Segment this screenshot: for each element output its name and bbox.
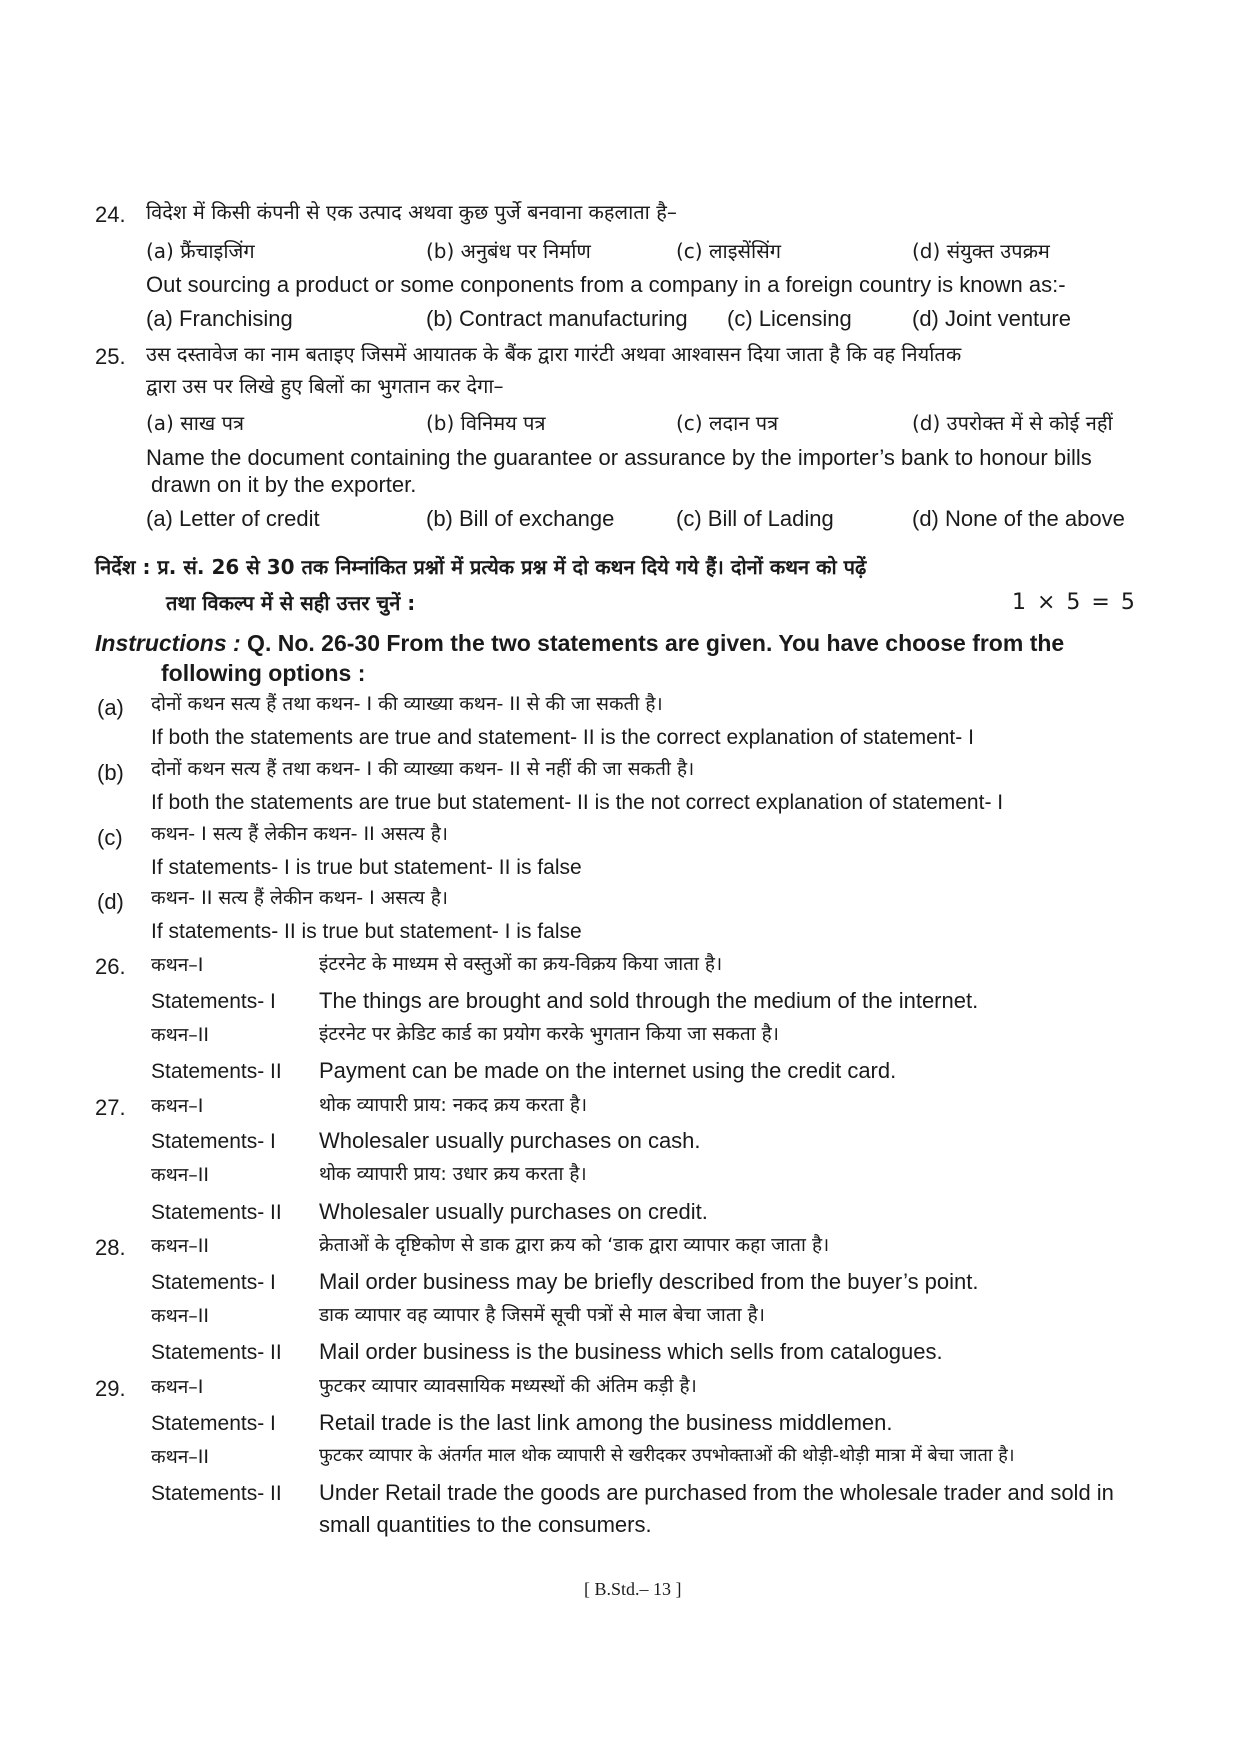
q29-english-label-2: Statements- II	[151, 1482, 282, 1505]
q24-hindi-option-d: (d) संयुक्त उपक्रम	[912, 239, 1050, 263]
q29-english-statement-1: Retail trade is the last link among the business middlemen.	[319, 1410, 893, 1435]
q25-hindi-question-line2: द्वारा उस पर लिखे हुए बिलों का भुगतान कर देगा–	[146, 374, 504, 398]
option-c-hindi: कथन- I सत्य हैं लेकीन कथन- II असत्य है।	[151, 823, 448, 845]
q28-hindi-label-2: कथन–II	[151, 1305, 209, 1327]
option-d-english: If statements- II is true but statement- I is false	[151, 920, 582, 943]
q27-hindi-label-1: कथन–I	[151, 1095, 204, 1117]
q28-english-label-2: Statements- II	[151, 1341, 282, 1364]
q28-english-statement-2: Mail order business is the business which sells from catalogues.	[319, 1339, 943, 1364]
q24-hindi-option-a: (a) फ्रैंचाइजिंग	[146, 239, 255, 263]
q24-english-option-d: (d) Joint venture	[912, 306, 1071, 331]
q27-hindi-label-2: कथन–II	[151, 1164, 209, 1186]
q27-hindi-statement-1: थोक व्यापारी प्राय: नकद क्रय करता है।	[319, 1094, 588, 1116]
q25-hindi-option-d: (d) उपरोक्त में से कोई नहीं	[912, 411, 1113, 435]
instructions-line1	[95, 632, 1064, 655]
q28-english-statement-1: Mail order business may be briefly described from the buyer’s point.	[319, 1269, 979, 1294]
q25-hindi-option-c: (c) लदान पत्र	[676, 411, 779, 435]
q25-english-question-line1: Name the document containing the guarantee or assurance by the importer’s bank to honour bills	[146, 445, 1092, 470]
q28-english-label-1: Statements- I	[151, 1271, 276, 1294]
q27-number: 27.	[95, 1095, 126, 1120]
q24-english-option-b: (b) Contract manufacturing	[426, 306, 688, 331]
q28-hindi-statement-2: डाक व्यापार वह व्यापार है जिसमें सूची पत्रों से माल बेचा जाता है।	[319, 1304, 765, 1326]
q24-hindi-option-c: (c) लाइसेंसिंग	[676, 239, 781, 263]
q25-english-option-c: (c) Bill of Lading	[676, 506, 834, 531]
q24-english-option-c: (c) Licensing	[727, 306, 852, 331]
q24-english-question: Out sourcing a product or some conponents from a company in a foreign country is known as:-	[146, 272, 1066, 297]
q29-hindi-statement-1: फुटकर व्यापार व्यावसायिक मध्यस्थों की अंतिम कड़ी है।	[319, 1375, 697, 1397]
q27-english-statement-2: Wholesaler usually purchases on credit.	[319, 1199, 708, 1224]
directions-hindi-line1: निर्देश : प्र. सं. 26 से 30 तक निम्नांकित प्रश्नों में प्रत्येक प्रश्न में दो कथन दिये गये हैं। दोनों कथन को पढ़ें	[95, 555, 867, 579]
q26-hindi-statement-1: इंटरनेट के माध्यम से वस्तुओं का क्रय-विक्रय किया जाता है।	[319, 953, 723, 975]
option-c-english: If statements- I is true but statement- II is false	[151, 856, 582, 879]
instructions-text: Q. No. 26-30 From the two statements are given. You have choose from the	[240, 630, 1065, 656]
q27-english-label-2: Statements- II	[151, 1201, 282, 1224]
q27-hindi-statement-2: थोक व्यापारी प्राय: उधार क्रय करता है।	[319, 1163, 587, 1185]
option-label-b: (b)	[97, 760, 124, 785]
directions-hindi-line2: तथा विकल्प में से सही उत्तर चुनें :	[166, 591, 416, 615]
q25-english-option-d: (d) None of the above	[912, 506, 1125, 531]
q24-hindi-option-b: (b) अनुबंध पर निर्माण	[426, 239, 591, 263]
q29-english-statement-2-line2: small quantities to the consumers.	[319, 1512, 652, 1537]
q29-english-statement-2-line1: Under Retail trade the goods are purchased from the wholesale trader and sold in	[319, 1480, 1114, 1505]
q29-english-label-1: Statements- I	[151, 1412, 276, 1435]
q25-hindi-option-a: (a) साख पत्र	[146, 411, 245, 435]
page-footer: [ B.Std.– 13 ]	[584, 1579, 682, 1599]
q26-english-statement-2: Payment can be made on the internet using the credit card.	[319, 1058, 897, 1083]
option-label-a: (a)	[97, 695, 124, 720]
q25-hindi-question-line1: उस दस्तावेज का नाम बताइए जिसमें आयातक के बैंक द्वारा गारंटी अथवा आश्वासन दिया जाता है कि वह निर्यातक	[146, 342, 962, 366]
q25-english-option-a: (a) Letter of credit	[146, 506, 320, 531]
q26-english-label-1: Statements- I	[151, 990, 276, 1013]
option-a-hindi: दोनों कथन सत्य हैं तथा कथन- I की व्याख्या कथन- II से की जा सकती है।	[151, 693, 663, 715]
instructions-label: Instructions :	[95, 630, 241, 656]
q26-number: 26.	[95, 954, 126, 979]
q24-number: 24.	[95, 202, 126, 227]
q26-hindi-statement-2: इंटरनेट पर क्रेडिट कार्ड का प्रयोग करके भुगतान किया जा सकता है।	[319, 1023, 779, 1045]
q29-hindi-label-1: कथन–I	[151, 1376, 204, 1398]
q25-number: 25.	[95, 344, 126, 369]
q28-number: 28.	[95, 1235, 126, 1260]
option-d-hindi: कथन- II सत्य हैं लेकीन कथन- I असत्य है।	[151, 887, 448, 909]
option-b-english: If both the statements are true but statement- II is the not correct explanation of statement- I	[151, 791, 1004, 814]
q26-english-label-2: Statements- II	[151, 1060, 282, 1083]
q26-hindi-label-1: कथन–I	[151, 954, 204, 976]
q25-hindi-option-b: (b) विनिमय पत्र	[426, 411, 546, 435]
q24-english-option-a: (a) Franchising	[146, 306, 293, 331]
q27-english-label-1: Statements- I	[151, 1130, 276, 1153]
option-label-c: (c)	[97, 825, 123, 850]
q26-hindi-label-2: कथन–II	[151, 1024, 209, 1046]
option-a-english: If both the statements are true and statement- II is the correct explanation of statement- I	[151, 726, 974, 749]
option-label-d: (d)	[97, 889, 124, 914]
q25-english-question-line2: drawn on it by the exporter.	[151, 472, 417, 497]
q27-english-statement-1: Wholesaler usually purchases on cash.	[319, 1128, 701, 1153]
q25-english-option-b: (b) Bill of exchange	[426, 506, 615, 531]
marks-allocation: 1 × 5 = 5	[1012, 590, 1137, 615]
q29-hindi-statement-2: फुटकर व्यापार के अंतर्गत माल थोक व्यापारी से खरीदकर उपभोक्ताओं की थोड़ी-थोड़ी मात्रा में बेचा जाता है।	[319, 1445, 1015, 1466]
instructions-line2: following options :	[161, 660, 366, 686]
q24-hindi-question: विदेश में किसी कंपनी से एक उत्पाद अथवा कुछ पुर्जे बनवाना कहलाता है–	[146, 200, 677, 224]
q29-hindi-label-2: कथन–II	[151, 1446, 209, 1468]
q26-english-statement-1: The things are brought and sold through the medium of the internet.	[319, 988, 979, 1013]
q29-number: 29.	[95, 1376, 126, 1401]
q28-hindi-label-1: कथन–II	[151, 1235, 209, 1257]
option-b-hindi: दोनों कथन सत्य हैं तथा कथन- I की व्याख्या कथन- II से नहीं की जा सकती है।	[151, 758, 695, 780]
q28-hindi-statement-1: क्रेताओं के दृष्टिकोण से डाक द्वारा क्रय को ‘डाक द्वारा व्यापार कहा जाता है।	[319, 1234, 830, 1256]
